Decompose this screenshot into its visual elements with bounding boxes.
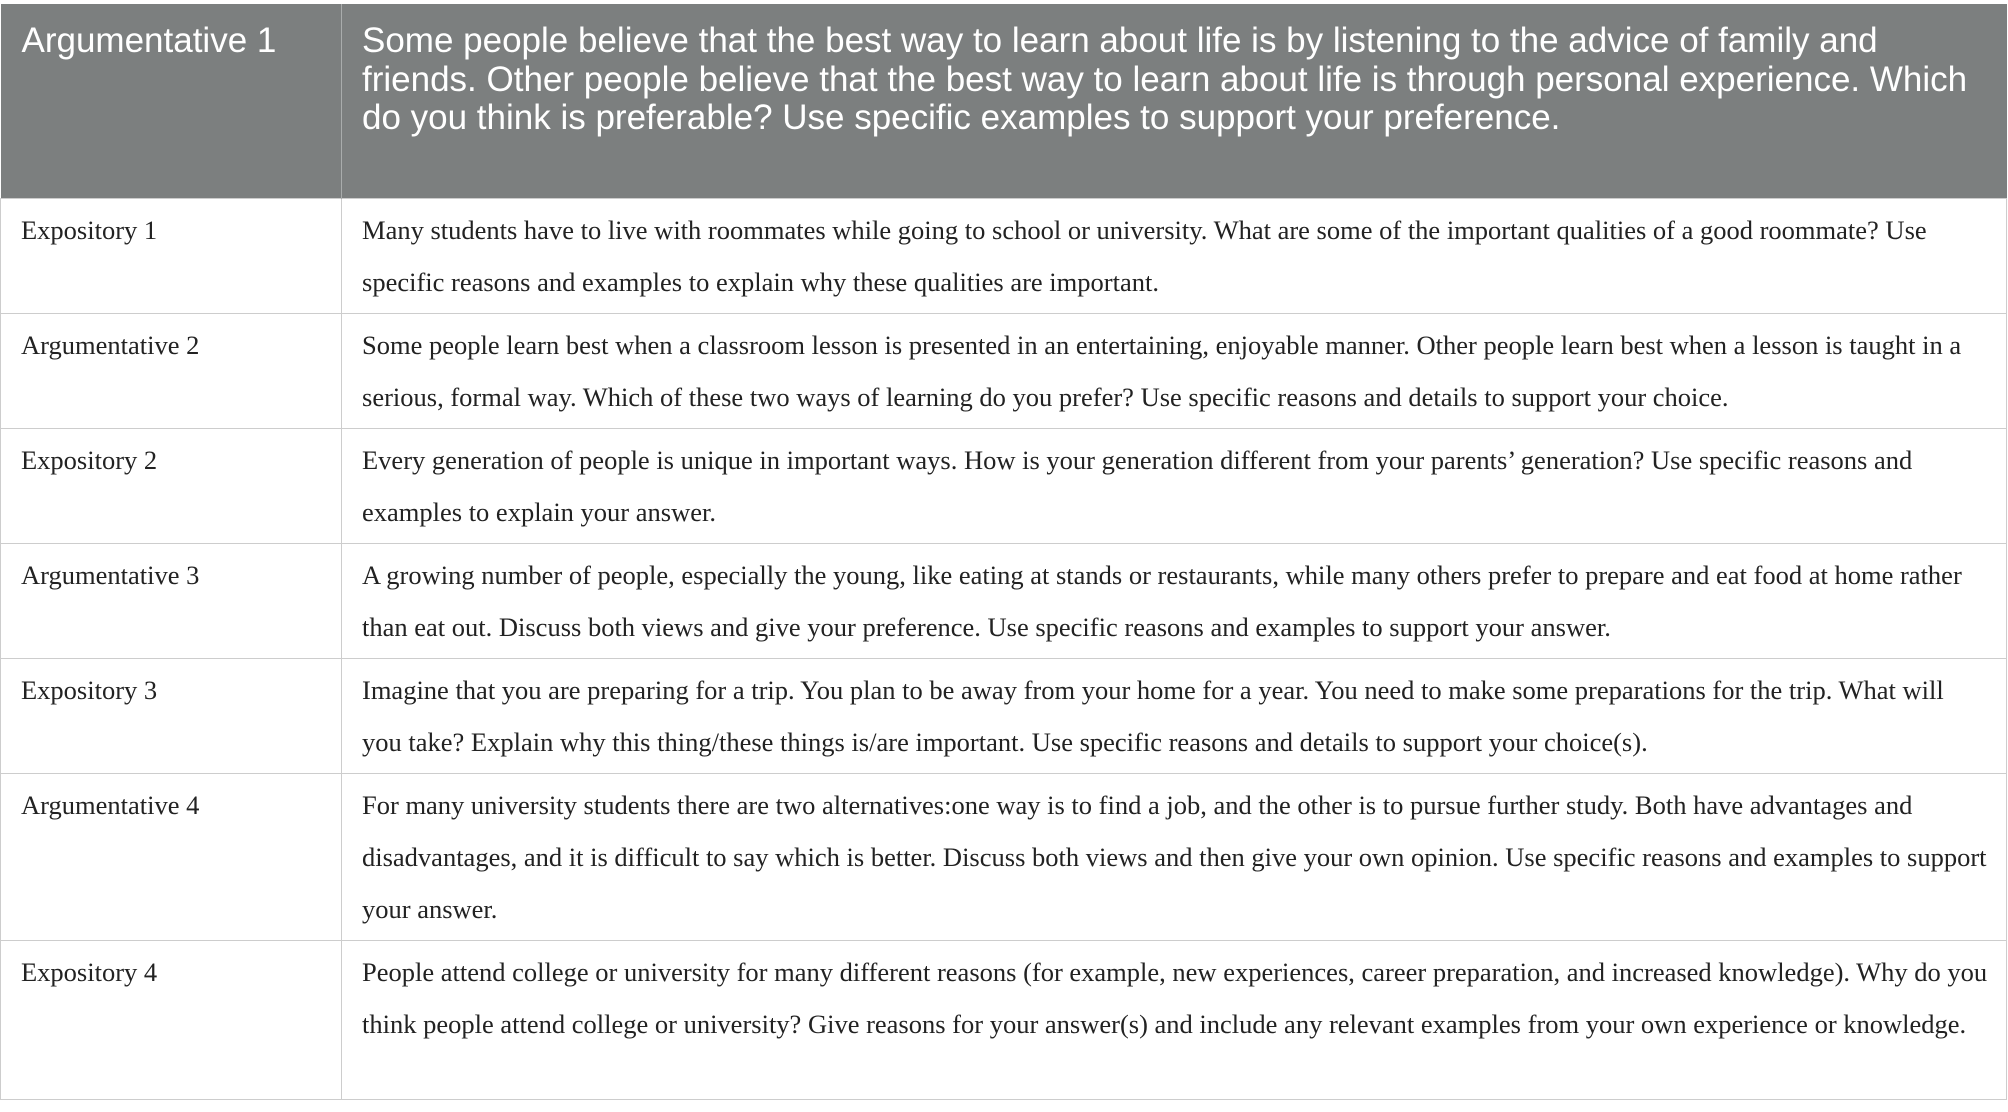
row-genre-label: Expository 4 <box>1 940 342 1099</box>
writing-prompts-table <box>0 4 2007 1100</box>
row-genre-label: Argumentative 4 <box>1 773 342 940</box>
row-prompt-text: Some people learn best when a classroom lesson is presented in an entertaining, enjoyable manner. Other people learn best when a lesson is taught in a serious, formal way. Which of these two ways of learning do you prefer? Use specific reasons and details to support your choice. <box>342 313 2007 428</box>
row-prompt-text: People attend college or university for many different reasons (for example, new experiences, career preparation, and increased knowledge). Why do you think people attend college or university? Give reasons for your answer(s) and include any relevant examples from your own experience or knowledge. <box>342 940 2007 1099</box>
row-prompt-text: For many university students there are two alternatives:one way is to find a job, and the other is to pursue further study. Both have advantages and disadvantages, and it is difficult to say which is better. Discuss both views and then give your own opinion. Use specific reasons and examples to support your answer. <box>342 773 2007 940</box>
header-genre-label: Argumentative 1 <box>1 4 342 198</box>
table-row <box>1 940 2007 1099</box>
table-row <box>1 773 2007 940</box>
table-row <box>1 313 2007 428</box>
row-prompt-text: Imagine that you are preparing for a trip. You plan to be away from your home for a year. You need to make some preparations for the trip. What will you take? Explain why this thing/these things is/are important. Use specific reasons and details to support your choice(s). <box>342 658 2007 773</box>
row-prompt-text: Many students have to live with roommates while going to school or university. What are some of the important qualities of a good roommate? Use specific reasons and examples to explain why these qualities are important. <box>342 198 2007 313</box>
header-prompt-text: Some people believe that the best way to learn about life is by listening to the advice of family and friends. Other people believe that the best way to learn about life is through personal experience. Which do you think is preferable? Use specific examples to support your preference. <box>362 21 1968 137</box>
row-genre-label: Expository 3 <box>1 658 342 773</box>
table-header-row <box>1 4 2007 198</box>
table-row <box>1 543 2007 658</box>
row-prompt-text: Every generation of people is unique in important ways. How is your generation different from your parents’ generation? Use specific reasons and examples to explain your answer. <box>342 428 2007 543</box>
row-genre-label: Expository 1 <box>1 198 342 313</box>
row-genre-label: Argumentative 2 <box>1 313 342 428</box>
row-genre-label: Expository 2 <box>1 428 342 543</box>
table-row <box>1 198 2007 313</box>
row-prompt-text: A growing number of people, especially the young, like eating at stands or restaurants, while many others prefer to prepare and eat food at home rather than eat out. Discuss both views and give your preference. Use specific reasons and examples to support your answer. <box>342 543 2007 658</box>
table-row <box>1 428 2007 543</box>
table-row <box>1 658 2007 773</box>
row-genre-label: Argumentative 3 <box>1 543 342 658</box>
